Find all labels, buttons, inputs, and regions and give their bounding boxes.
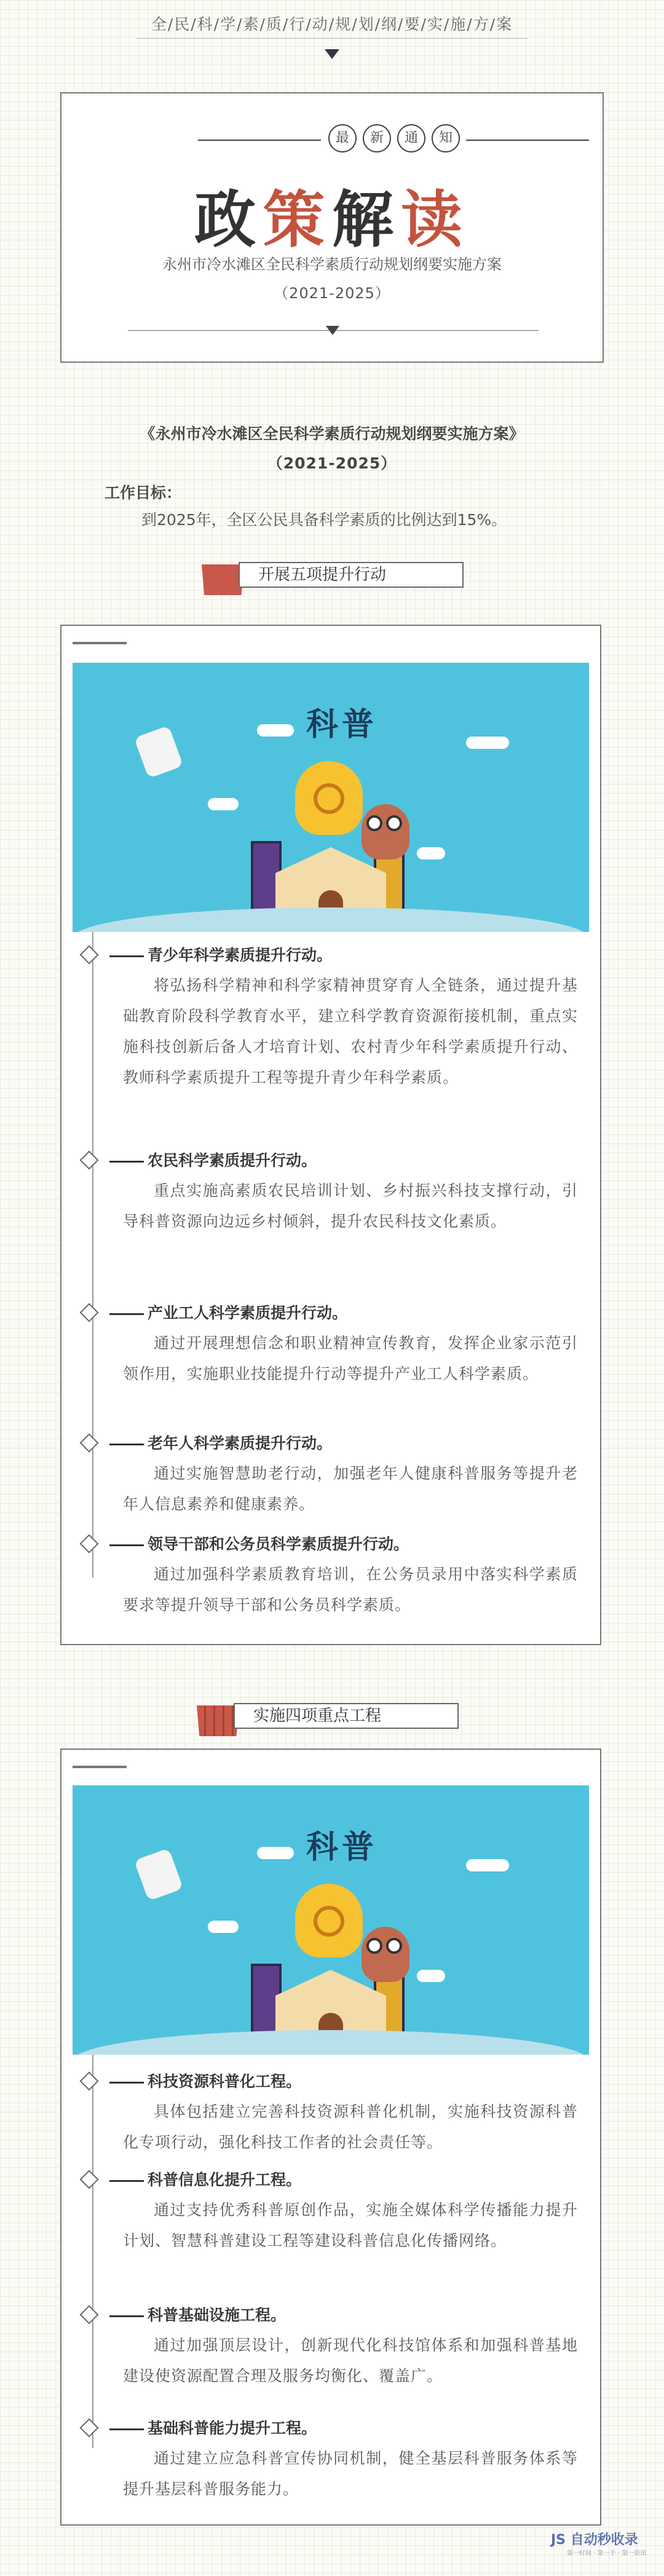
down-arrow-icon (325, 49, 339, 59)
watermark-tagline: 第一时间 · 第一手 · 第一资讯 (567, 2550, 647, 2557)
timeline-line (92, 2055, 93, 2448)
item-body: 通过加强顶层设计，创新现代化科技馆体系和加强科普基地建设使资源配置合理及服务均衡化、覆盖广。 (123, 2336, 578, 2385)
timeline-line (92, 932, 93, 1578)
item-heading: 科技资源科普化工程。 (109, 2069, 301, 2092)
lightbulb-icon (295, 1884, 363, 1958)
item-body: 重点实施高素质农民培训计划、乡村振兴科技支撑行动，引导科普资源向边远乡村倾斜，提升农民科技文化素质。 (123, 1182, 578, 1230)
notice-label-char: 通 (397, 124, 425, 152)
item-heading: 科普信息化提升工程。 (109, 2168, 301, 2190)
notice-label-row (61, 124, 603, 155)
notice-year: （2021-2025） (274, 285, 390, 302)
notice-subtitle: 永州市冷水滩区全民科学素质行动规划纲要实施方案 (162, 256, 502, 273)
watermark-logo: JS 自动秒收录 (551, 2532, 638, 2548)
item-body: 将弘扬科学精神和科学家精神贯穿育人全链条，通过提升基础教育阶段科学教育水平，建立科学教育资源衔接机制，重点实施科技创新后备人才培育计划、农村青少年科学素质提升行动、教师科学素质提升工程等提升青少年科学素质。 (123, 976, 578, 1086)
goal-text: 到2025年，全区公民具备科学素质的比例达到15%。 (141, 511, 507, 529)
diamond-bullet-icon (79, 1303, 98, 1322)
item-heading: 老年人科学素质提升行动。 (109, 1431, 332, 1453)
diamond-bullet-icon (79, 1433, 98, 1452)
item-body: 具体包括建立完善科技资源科普化机制，实施科技资源科普化专项行动，强化科技工作者的社会责任等。 (123, 2103, 578, 2151)
item-heading: 科普基础设施工程。 (109, 2303, 286, 2325)
science-illustration (73, 663, 589, 932)
cloud-icon (466, 1859, 509, 1871)
card-accent-line (73, 642, 127, 644)
policy-title-char: 解 (332, 184, 401, 256)
item-heading: 青少年科学素质提升行动。 (109, 943, 332, 965)
item-body: 通过加强科学素质教育培训，在公务员录用中落实科学素质要求等提升领导干部和公务员科学素质。 (123, 1565, 578, 1614)
notice-card (60, 92, 604, 363)
cloud-icon (257, 1847, 294, 1859)
owl-icon (362, 1927, 409, 1982)
notice-label (328, 124, 460, 152)
cloud-icon (417, 847, 445, 859)
policy-title-char: 策 (263, 184, 332, 256)
policy-title-char: 政 (194, 184, 263, 256)
notice-label-char: 新 (363, 124, 391, 152)
header-divider (136, 38, 528, 39)
diamond-bullet-icon (79, 2418, 98, 2437)
document-title: 《永州市冷水滩区全民科学素质行动规划纲要实施方案》 (140, 425, 524, 443)
item-body: 通过开展理想信念和职业精神宣传教育，发挥企业家示范引领作用，实施职业技能提升行动等提升产业工人科学素质。 (123, 1334, 578, 1383)
hill-shape (73, 2030, 589, 2055)
item-body: 通过实施智慧助老行动，加强老年人健康科普服务等提升老年人信息素养和健康素养。 (123, 1464, 578, 1513)
cloud-icon (257, 724, 294, 737)
diamond-bullet-icon (79, 1534, 98, 1553)
robot-icon (134, 725, 183, 778)
cloud-icon (417, 1970, 445, 1982)
header-keywords: 全/民/科/学/素/质/行/动/规/划/纲/要/实/施/方/案 (151, 15, 513, 33)
item-heading: 基础科普能力提升工程。 (109, 2416, 317, 2438)
cloud-icon (208, 798, 239, 810)
lightbulb-icon (295, 761, 363, 835)
card-accent-line (73, 1766, 127, 1768)
diamond-bullet-icon (79, 2305, 98, 2324)
item-heading: 领导干部和公务员科学素质提升行动。 (109, 1532, 409, 1554)
item-heading: 产业工人科学素质提升行动。 (109, 1301, 347, 1323)
policy-title (61, 170, 603, 259)
document-year: （2021-2025） (267, 454, 397, 472)
item-heading: 农民科学素质提升行动。 (109, 1148, 317, 1171)
section-card (60, 1748, 601, 2526)
notice-label-line-right (466, 140, 589, 141)
notice-label-char: 知 (432, 124, 460, 152)
illustration-title: 科普 (306, 1829, 378, 1866)
cloud-icon (208, 1921, 239, 1933)
diamond-bullet-icon (79, 945, 98, 964)
item-body: 通过建立应急科普宣传协同机制，健全基层科普服务体系等提升基层科普服务能力。 (123, 2449, 578, 2498)
section-heading (202, 562, 472, 593)
goal-label: 工作目标： (105, 484, 182, 502)
item-body: 通过支持优秀科普原创作品，实施全媒体科学传播能力提升计划、智慧科普建设工程等建设科普信息化传播网络。 (123, 2201, 578, 2250)
diamond-bullet-icon (79, 2170, 98, 2189)
illustration-title: 科普 (306, 706, 378, 743)
policy-title-char: 读 (401, 184, 470, 256)
hill-shape (73, 907, 589, 932)
owl-icon (362, 804, 409, 859)
robot-icon (134, 1848, 183, 1901)
notice-label-char: 最 (328, 124, 357, 152)
diamond-bullet-icon (79, 2071, 98, 2090)
science-illustration (73, 1785, 589, 2055)
section-title: 开展五项提升行动 (239, 562, 464, 588)
down-arrow-icon (326, 326, 339, 335)
notice-label-line-left (198, 140, 321, 141)
section-card (60, 625, 601, 1645)
cloud-icon (466, 737, 509, 749)
diamond-bullet-icon (79, 1150, 98, 1169)
section-heading (197, 1703, 467, 1734)
section-title: 实施四项重点工程 (234, 1703, 459, 1729)
